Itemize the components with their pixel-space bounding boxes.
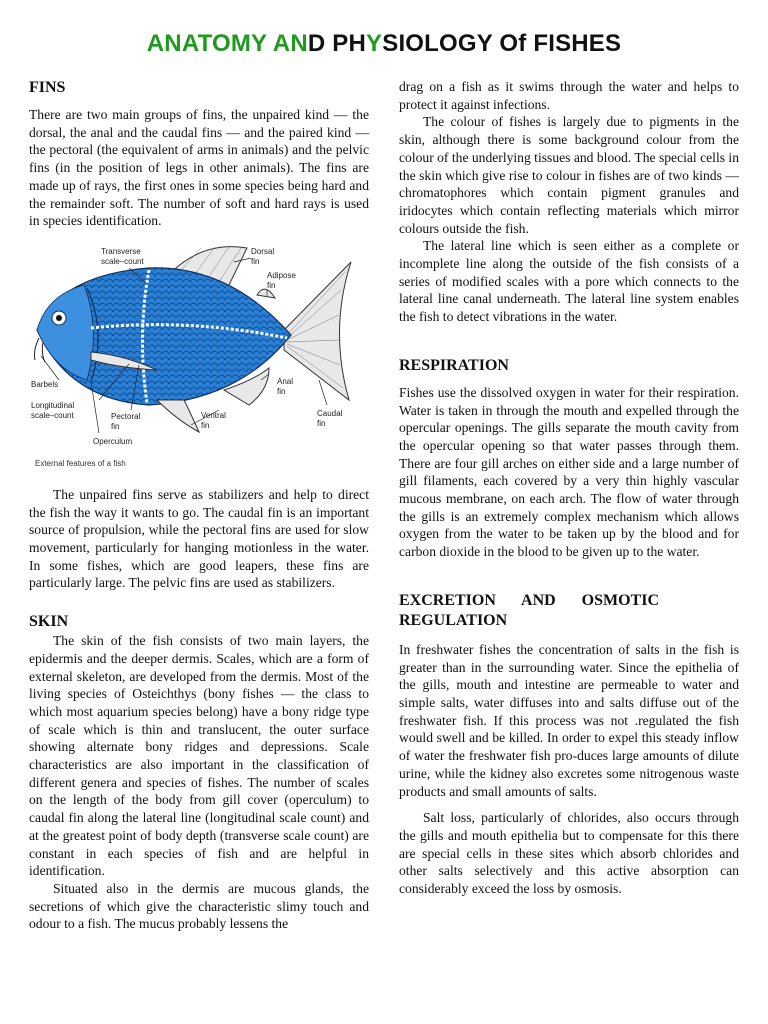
label-caudal-fin: fin (317, 418, 326, 428)
skin-paragraph-1: The skin of the fish consists of two main layers, the epidermis and the deeper dermis. Scales, which are a form of external skeleton, are developed from the dermis. Most of the living species of Osteichthys (bony fishes — the class to which most aquarium species belong) have a bony ridge type of scale which is thin and translucent, the outer surface showing alternate bony ridges and depressions. Scale characteristics are also important in the classification of different genera and species of fishes. The number of scales on the length of the body from gill cover (operculum) to caudal fin along the lateral line (longitudinal scale count) and at the greatest point of body depth (transverse scale count) are constant in each species of fish and are helpful in identification. (29, 633, 369, 879)
skin-paragraph-5: The lateral line which is seen either as a complete or incomplete line along the outside of the fish consists of a series of modified scales with a pore which connects to the lateral line canal underneath. The lateral line system enables the fish to detect vibrations in the water. (399, 238, 739, 325)
skin-heading: SKIN (29, 613, 69, 631)
label-dorsal-fin: fin (251, 256, 260, 266)
label-adipose-fin: fin (267, 280, 276, 290)
excretion-paragraph-1: In freshwater fishes the concentration of salts in the fish is greater than in the surrounding water. Since the epithelia of the gills, mouth and intestine are permeable to water and simple salts, water diffuses into and salts diffuse out of the freshwater fish. If this process was not .regulated the fish would swell and be killed. In order to expel this steady inflow of water the freshwater fish pro-duces large amounts of dilute urine, while the kidney also excretes some nitrogenous waste products and small amounts of salts. (399, 641, 739, 799)
fish-diagram (29, 240, 369, 472)
label-barbels: Barbels (31, 379, 59, 389)
fins-paragraph-2: The unpaired fins serve as stabilizers and help to direct the fish the way it wants to go. The caudal fin is an important source of propulsion, while the pectoral fins are used for slow movement, particularly for hanging motionless in the water. In some fishes, which are good leapers, these fins are particularly large. The pelvic fins are used as stabilizers. (29, 486, 369, 591)
label-longitudinal: Longitudinal (31, 400, 75, 410)
excretion-heading: EXCRETION AND OSMOTIC REGULATION (399, 591, 659, 629)
label-caudal: Caudal (317, 408, 343, 418)
label-pectoral-fin: fin (111, 421, 120, 431)
label-operculum: Operculum (93, 436, 133, 446)
right-column (399, 78, 739, 898)
fins-paragraph-1: There are two main groups of fins, the unpaired kind — the dorsal, the anal and the caudal fins — and the paired kind — the pectoral (the equivalent of arms in animals) and the pelvic fins (in the position of legs in other animals). The fins are made up of rays, the first ones in some species being hard and the remainder soft. The number of soft and hard rays is used in species identification. (29, 107, 369, 229)
label-pectoral: Pectoral (111, 411, 141, 421)
label-transverse: Transverse (101, 246, 141, 256)
skin-paragraph-4: The colour of fishes is largely due to pigments in the skin, although there is some background colour from the colour of the underlying tissues and blood. The special cells in the skin which give rise to colour in fishes are of two kinds — chromatophores which contain pigment granules and iridocytes which contain reflecting materials which mirror colours outside the fish. (399, 114, 739, 236)
caudal-fin-shape (284, 262, 351, 400)
ventral-fin-shape (157, 400, 199, 432)
adipose-fin-shape (257, 289, 275, 298)
page-title: ANATOMY AND PHYSIOLOGY Of FISHES (146, 30, 622, 57)
figure-caption: External features of a fish (35, 458, 126, 468)
fish-figure (29, 240, 369, 472)
respiration-paragraph: Fishes use the dissolved oxygen in water for their respiration. Water is taken in through the mouth and expelled through the opercular openings. The gills separate the mouth cavity from the opercular opening so that water passes through them. There are four gill arches on either side and a large number of gill filaments, each covered by a very thin highly vascular mucous membrane, on each arch. The flow of water through the gills is an extremely complex mechanism which allows oxygen from the water to be taken up by the blood and for carbon dioxide in the blood to be given up to the water. (399, 384, 739, 560)
excretion-paragraph-2: Salt loss, particularly of chlorides, also occurs through the gills and mouth epithelia but to compensate for this there are special cells in these sites which absorb chlorides and other salts selectively and this active absorption can considerably exceed the loss by osmosis. (399, 810, 739, 897)
label-adipose: Adipose (267, 270, 296, 280)
left-column (29, 78, 369, 933)
label-ventral-fin: fin (201, 420, 210, 430)
respiration-heading: RESPIRATION (399, 356, 509, 374)
fins-heading: FINS (29, 79, 66, 96)
label-anal: Anal (277, 376, 294, 386)
skin-paragraph-3: drag on a fish as it swims through the water and helps to protect it against infections. (399, 79, 739, 112)
label-dorsal: Dorsal (251, 246, 275, 256)
label-anal-fin: fin (277, 386, 286, 396)
label-longitudinal-scale-count: scale–count (31, 410, 74, 420)
label-ventral: Ventral (201, 410, 226, 420)
skin-paragraph-2: Situated also in the dermis are mucous glands, the secretions of which give the characteristic slimy touch and odour to a fish. The mucus probably lessens the (29, 880, 369, 932)
label-transverse-scale-count: scale–count (101, 256, 144, 266)
